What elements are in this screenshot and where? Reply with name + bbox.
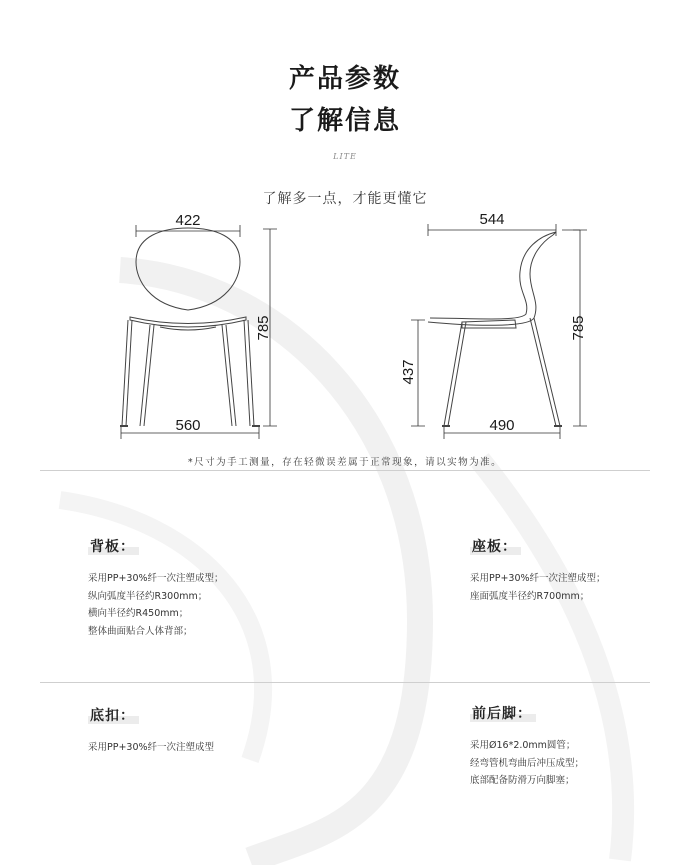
divider-top <box>40 470 650 471</box>
spec-back-line: 横向半径约R450mm； <box>88 608 189 619</box>
spec-back-line: 整体曲面贴合人体背部； <box>88 625 193 637</box>
spec-seat-line: 座面弧度半径约R700mm； <box>470 590 590 602</box>
dim-side-base: 490 <box>489 417 515 434</box>
spec-seat-title: 座板： <box>470 536 519 556</box>
spec-legs-line: 经弯管机弯曲后冲压成型； <box>470 757 585 769</box>
front-dimension-lines <box>121 225 277 439</box>
dim-front-height: 785 <box>255 315 272 341</box>
chair-side-view <box>428 232 562 426</box>
spec-legs <box>470 703 584 790</box>
spec-buckle <box>88 705 214 757</box>
page-subtitle-heading: 了解信息 <box>288 106 401 136</box>
chair-dimension-drawing <box>0 200 690 450</box>
divider-middle <box>40 682 650 683</box>
chair-front-view <box>120 228 260 426</box>
spec-back-line: 采用PP+30%纤一次注塑成型； <box>88 573 224 584</box>
dim-side-depth: 544 <box>479 211 505 228</box>
tagline: 了解多一点，才能更懂它 <box>262 191 428 207</box>
spec-back <box>88 536 224 640</box>
dim-side-height: 785 <box>570 315 587 341</box>
dim-front-base: 560 <box>175 417 201 434</box>
dim-seat-height: 437 <box>400 359 417 385</box>
spec-back-title: 背板： <box>88 536 137 556</box>
spec-legs-line: 采用Ø16*2.0mm圆管； <box>470 740 576 751</box>
spec-legs-title: 前后脚： <box>470 703 534 723</box>
spec-back-line: 纵向弧度半径约R300mm； <box>88 590 208 602</box>
spec-buckle-title: 底扣： <box>88 705 137 725</box>
brand-mark: LITE <box>333 152 357 161</box>
spec-seat-line: 采用PP+30%纤一次注塑成型； <box>470 573 606 584</box>
spec-legs-line: 底部配备防滑万向脚塞； <box>470 775 575 786</box>
measurement-note: *尺寸为手工测量，存在轻微误差属于正常现象，请以实物为准。 <box>187 457 503 468</box>
spec-seat <box>470 536 606 605</box>
spec-buckle-line: 采用PP+30%纤一次注塑成型 <box>88 742 215 753</box>
side-dimension-lines <box>411 224 587 439</box>
dim-front-width: 422 <box>175 212 201 229</box>
page-title: 产品参数 <box>288 64 401 94</box>
